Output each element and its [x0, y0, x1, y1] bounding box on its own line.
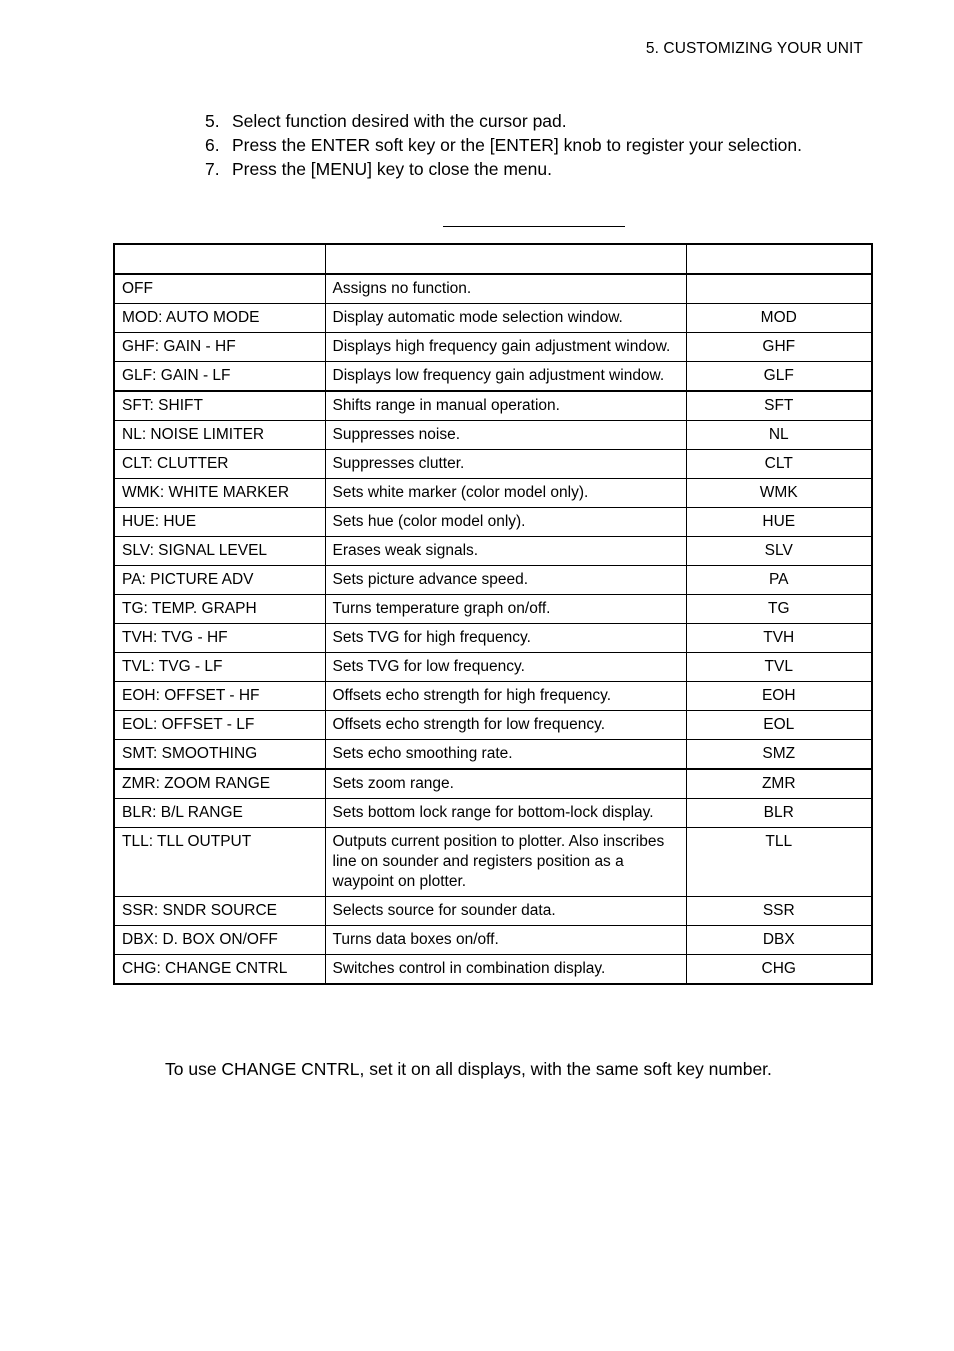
table-row [114, 740, 872, 770]
step-text: Press the ENTER soft key or the [ENTER] knob to register your selection. [232, 135, 802, 155]
table-row [114, 653, 872, 682]
description-cell: Sets white marker (color model only). [325, 479, 686, 508]
description-cell: Erases weak signals. [325, 537, 686, 566]
table-row [114, 828, 872, 897]
function-cell: EOH: OFFSET - HF [114, 682, 325, 711]
function-cell: SFT: SHIFT [114, 391, 325, 421]
table-row [114, 274, 872, 304]
function-cell: OFF [114, 274, 325, 304]
step-item [205, 134, 802, 158]
table-row [114, 897, 872, 926]
code-cell: WMK [686, 479, 872, 508]
table-row [114, 682, 872, 711]
description-cell: Suppresses clutter. [325, 450, 686, 479]
code-cell: SSR [686, 897, 872, 926]
function-cell: EOL: OFFSET - LF [114, 711, 325, 740]
table-row [114, 333, 872, 362]
table-row [114, 362, 872, 392]
description-cell: Sets zoom range. [325, 769, 686, 799]
procedure-steps [205, 110, 802, 182]
function-cell: GLF: GAIN - LF [114, 362, 325, 392]
step-number: 7. [205, 159, 220, 179]
header-code [686, 244, 872, 274]
code-cell: SFT [686, 391, 872, 421]
table-row [114, 595, 872, 624]
description-cell: Shifts range in manual operation. [325, 391, 686, 421]
table-row [114, 566, 872, 595]
description-cell: Sets picture advance speed. [325, 566, 686, 595]
description-cell: Sets bottom lock range for bottom-lock display. [325, 799, 686, 828]
code-cell: BLR [686, 799, 872, 828]
code-cell: PA [686, 566, 872, 595]
function-cell: NL: NOISE LIMITER [114, 421, 325, 450]
step-number: 5. [205, 111, 220, 131]
description-cell: Outputs current position to plotter. Also inscribes line on sounder and registers position as a waypoint on plotter. [325, 828, 686, 897]
table-row [114, 926, 872, 955]
header-description [325, 244, 686, 274]
description-cell: Sets TVG for low frequency. [325, 653, 686, 682]
table-row [114, 955, 872, 985]
description-cell: Assigns no function. [325, 274, 686, 304]
description-cell: Displays high frequency gain adjustment window. [325, 333, 686, 362]
function-cell: CLT: CLUTTER [114, 450, 325, 479]
step-number: 6. [205, 135, 220, 155]
function-cell: TG: TEMP. GRAPH [114, 595, 325, 624]
header-function [114, 244, 325, 274]
code-cell: EOH [686, 682, 872, 711]
code-cell: NL [686, 421, 872, 450]
description-cell: Displays low frequency gain adjustment window. [325, 362, 686, 392]
code-cell: TLL [686, 828, 872, 897]
code-cell: TG [686, 595, 872, 624]
table-body [114, 274, 872, 984]
usage-note: To use CHANGE CNTRL, set it on all displays, with the same soft key number. [165, 1059, 772, 1079]
description-cell: Turns data boxes on/off. [325, 926, 686, 955]
description-cell: Sets echo smoothing rate. [325, 740, 686, 770]
code-cell: SLV [686, 537, 872, 566]
function-cell: PA: PICTURE ADV [114, 566, 325, 595]
table-row [114, 508, 872, 537]
table-row [114, 479, 872, 508]
table-row [114, 799, 872, 828]
description-cell: Switches control in combination display. [325, 955, 686, 985]
code-cell: TVL [686, 653, 872, 682]
table-row [114, 391, 872, 421]
function-cell: CHG: CHANGE CNTRL [114, 955, 325, 985]
description-cell: Turns temperature graph on/off. [325, 595, 686, 624]
code-cell: DBX [686, 926, 872, 955]
function-cell: TVH: TVG - HF [114, 624, 325, 653]
function-cell: SSR: SNDR SOURCE [114, 897, 325, 926]
table-row [114, 304, 872, 333]
table-row [114, 421, 872, 450]
function-cell: SLV: SIGNAL LEVEL [114, 537, 325, 566]
code-cell: ZMR [686, 769, 872, 799]
table-row [114, 711, 872, 740]
function-cell: TLL: TLL OUTPUT [114, 828, 325, 897]
code-cell: GHF [686, 333, 872, 362]
description-cell: Offsets echo strength for high frequency. [325, 682, 686, 711]
function-cell: GHF: GAIN - HF [114, 333, 325, 362]
function-cell: BLR: B/L RANGE [114, 799, 325, 828]
function-cell: WMK: WHITE MARKER [114, 479, 325, 508]
table-row [114, 769, 872, 799]
description-cell: Suppresses noise. [325, 421, 686, 450]
function-cell: TVL: TVG - LF [114, 653, 325, 682]
description-cell: Sets hue (color model only). [325, 508, 686, 537]
step-item [205, 110, 802, 134]
description-cell: Sets TVG for high frequency. [325, 624, 686, 653]
step-text: Press the [MENU] key to close the menu. [232, 159, 552, 179]
table-row [114, 450, 872, 479]
function-cell: HUE: HUE [114, 508, 325, 537]
description-cell: Selects source for sounder data. [325, 897, 686, 926]
code-cell: CHG [686, 955, 872, 985]
function-cell: SMT: SMOOTHING [114, 740, 325, 770]
step-item [205, 158, 802, 182]
function-cell: MOD: AUTO MODE [114, 304, 325, 333]
code-cell: GLF [686, 362, 872, 392]
table-row [114, 537, 872, 566]
code-cell: MOD [686, 304, 872, 333]
description-cell: Display automatic mode selection window. [325, 304, 686, 333]
code-cell: EOL [686, 711, 872, 740]
function-table [113, 243, 873, 985]
function-cell: DBX: D. BOX ON/OFF [114, 926, 325, 955]
code-cell: CLT [686, 450, 872, 479]
code-cell: SMZ [686, 740, 872, 770]
description-cell: Offsets echo strength for low frequency. [325, 711, 686, 740]
code-cell: TVH [686, 624, 872, 653]
code-cell [686, 274, 872, 304]
function-cell: ZMR: ZOOM RANGE [114, 769, 325, 799]
table-title-rule [443, 226, 625, 227]
running-header: 5. CUSTOMIZING YOUR UNIT [645, 40, 863, 57]
table-header-row [114, 244, 872, 274]
code-cell: HUE [686, 508, 872, 537]
table-row [114, 624, 872, 653]
step-text: Select function desired with the cursor pad. [232, 111, 567, 131]
